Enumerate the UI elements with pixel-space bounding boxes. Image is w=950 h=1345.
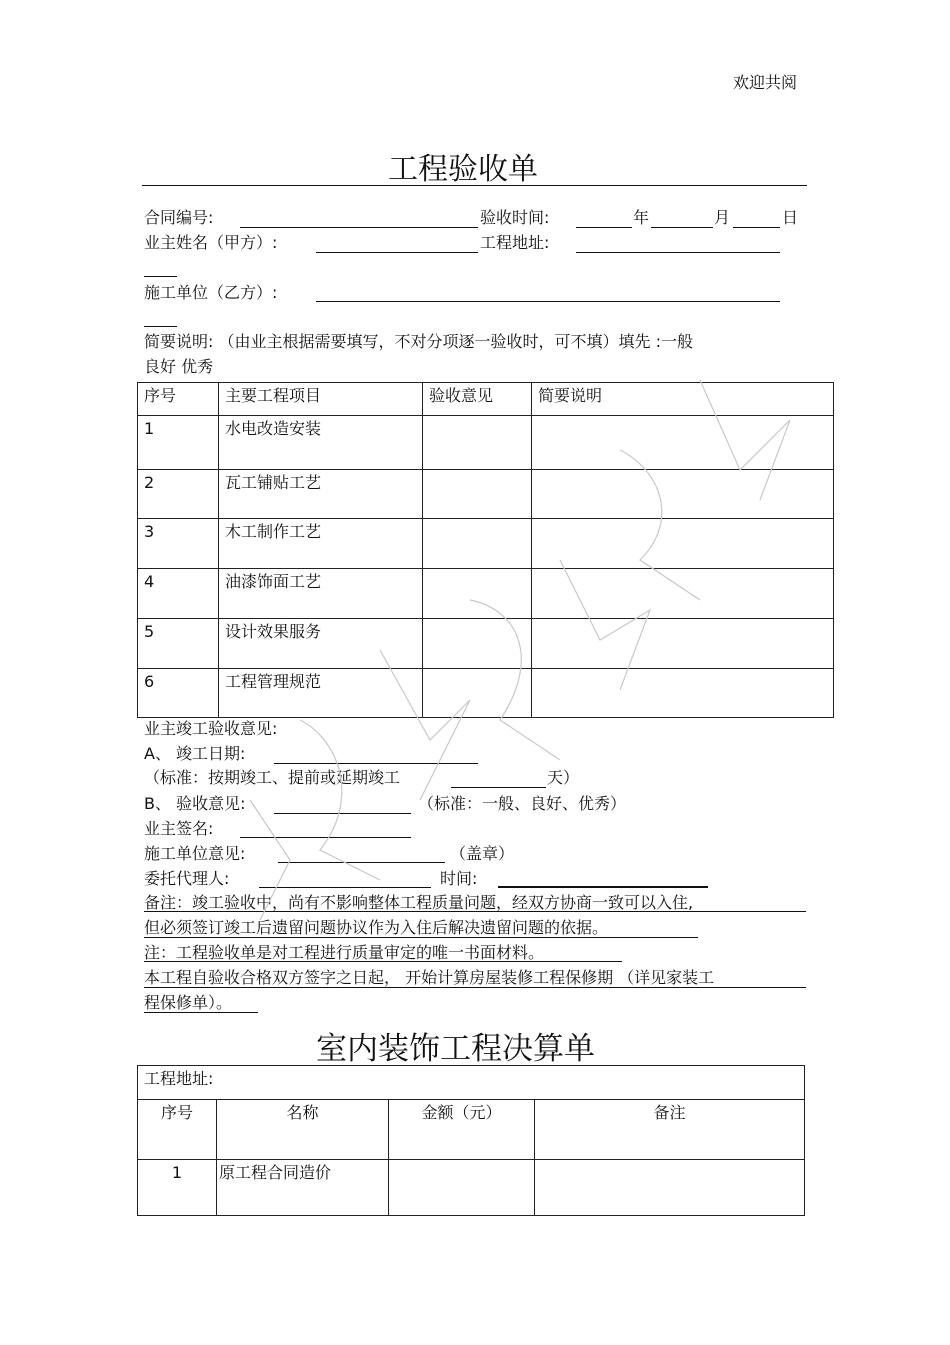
table-row <box>138 569 834 619</box>
acceptance-time-label: 验收时间: <box>480 208 550 227</box>
owner-field[interactable] <box>316 252 478 253</box>
time-label: 时间: <box>440 869 478 888</box>
contractor-opinion-field[interactable] <box>278 862 445 863</box>
day-label: 日 <box>782 208 799 227</box>
row-opinion-cell[interactable] <box>423 619 532 669</box>
table-row <box>138 1160 805 1216</box>
table-header-row <box>138 383 834 416</box>
acceptance-table <box>137 382 834 718</box>
contract-label: 合同编号: <box>144 208 214 227</box>
settlement-address-row <box>138 1066 805 1100</box>
day-field[interactable] <box>733 227 780 228</box>
completion-date-label: A、 竣工日期: <box>144 744 246 763</box>
note-1: 备注：竣工验收中，尚有不影响整体工程质量问题，经双方协商一致可以入住, <box>144 893 694 912</box>
settlement-header-amount: 金额（元） <box>389 1100 535 1160</box>
owner-sign-label: 业主签名: <box>144 819 214 838</box>
settlement-table <box>137 1065 805 1216</box>
row-remark-cell[interactable] <box>532 519 834 569</box>
address-label: 工程地址: <box>480 233 550 252</box>
settlement-header-remark: 备注 <box>535 1100 805 1160</box>
description-line-2: 良好 优秀 <box>144 357 214 376</box>
header-remark: 简要说明 <box>532 383 834 416</box>
note-4-underline <box>144 987 806 988</box>
address-field-continued[interactable] <box>144 276 177 277</box>
time-field[interactable] <box>498 886 708 888</box>
row-item: 水电改造安装 <box>219 416 423 470</box>
corner-text: 欢迎共阅 <box>733 73 798 92</box>
note-1-underline <box>144 911 806 912</box>
settlement-title: 室内装饰工程决算单 <box>316 1031 595 1067</box>
year-label: 年 <box>633 208 650 227</box>
row-opinion-cell[interactable] <box>423 669 532 718</box>
owner-sign-field[interactable] <box>240 837 411 838</box>
table-row <box>138 470 834 519</box>
row-remark-cell[interactable] <box>532 619 834 669</box>
page-title: 工程验收单 <box>388 152 538 187</box>
row-opinion-cell[interactable] <box>423 470 532 519</box>
contractor-opinion-label: 施工单位意见: <box>144 844 246 863</box>
note-5-underline <box>144 1012 258 1013</box>
note-3: 注：工程验收单是对工程进行质量审定的唯一书面材料。 <box>144 943 545 962</box>
agent-label: 委托代理人: <box>144 869 230 888</box>
owner-opinion-label: 业主竣工验收意见: <box>144 719 278 738</box>
acceptance-opinion-field[interactable] <box>274 813 411 814</box>
row-item: 设计效果服务 <box>219 619 423 669</box>
header-item: 主要工程项目 <box>219 383 423 416</box>
note-5: 程保修单）。 <box>144 993 233 1012</box>
contract-field[interactable] <box>240 227 478 228</box>
acceptance-standard: （标准：一般、良好、优秀） <box>418 794 627 813</box>
settlement-row-name: 原工程合同造价 <box>217 1160 389 1216</box>
row-remark-cell[interactable] <box>532 470 834 519</box>
row-remark-cell[interactable] <box>532 416 834 470</box>
address-field[interactable] <box>576 252 780 253</box>
year-field[interactable] <box>576 227 632 228</box>
table-row <box>138 619 834 669</box>
row-no: 4 <box>138 569 219 619</box>
note-4: 本工程自验收合格双方签字之日起， 开始计算房屋装修工程保修期 （详见家装工 <box>144 968 715 987</box>
settlement-address-label: 工程地址: <box>138 1066 805 1100</box>
settlement-header-name: 名称 <box>217 1100 389 1160</box>
contractor-label: 施工单位（乙方）: <box>144 283 278 302</box>
settlement-row-remark-cell[interactable] <box>535 1160 805 1216</box>
month-label: 月 <box>714 208 731 227</box>
contractor-field-continued[interactable] <box>144 326 177 327</box>
row-opinion-cell[interactable] <box>423 519 532 569</box>
row-item: 木工制作工艺 <box>219 519 423 569</box>
settlement-row-no: 1 <box>138 1160 217 1216</box>
month-field[interactable] <box>651 227 713 228</box>
row-no: 1 <box>138 416 219 470</box>
table-row <box>138 519 834 569</box>
contractor-field[interactable] <box>316 301 780 302</box>
description-line-1: 简要说明: （由业主根据需要填写，不对分项逐一验收时，可不填）填先 :一般 <box>144 332 693 351</box>
settlement-header-no: 序号 <box>138 1100 217 1160</box>
row-remark-cell[interactable] <box>532 669 834 718</box>
header-no: 序号 <box>138 383 219 416</box>
row-no: 6 <box>138 669 219 718</box>
standard-line: （标准：按期竣工、提前或延期竣工 <box>144 768 401 787</box>
completion-date-field[interactable] <box>274 763 478 764</box>
settlement-row-amount-cell[interactable] <box>389 1160 535 1216</box>
row-item: 工程管理规范 <box>219 669 423 718</box>
row-item: 瓦工铺贴工艺 <box>219 470 423 519</box>
settlement-header-row <box>138 1100 805 1160</box>
acceptance-opinion-label: B、 验收意见: <box>144 794 246 813</box>
row-opinion-cell[interactable] <box>423 569 532 619</box>
owner-label: 业主姓名（甲方）: <box>144 233 278 252</box>
note-3-underline <box>144 961 622 962</box>
header-opinion: 验收意见 <box>423 383 532 416</box>
table-row <box>138 416 834 470</box>
table-row <box>138 669 834 718</box>
days-field[interactable] <box>451 787 546 788</box>
row-opinion-cell[interactable] <box>423 416 532 470</box>
seal-label: （盖章） <box>450 844 515 863</box>
note-2: 但必须签订竣工后遗留问题协议作为入住后解决遗留问题的依据。 <box>144 918 609 937</box>
row-remark-cell[interactable] <box>532 569 834 619</box>
row-no: 2 <box>138 470 219 519</box>
title-divider <box>142 185 807 186</box>
note-2-underline <box>144 937 698 938</box>
row-no: 5 <box>138 619 219 669</box>
row-item: 油漆饰面工艺 <box>219 569 423 619</box>
days-label: 天） <box>547 768 580 787</box>
row-no: 3 <box>138 519 219 569</box>
agent-field[interactable] <box>259 887 431 888</box>
